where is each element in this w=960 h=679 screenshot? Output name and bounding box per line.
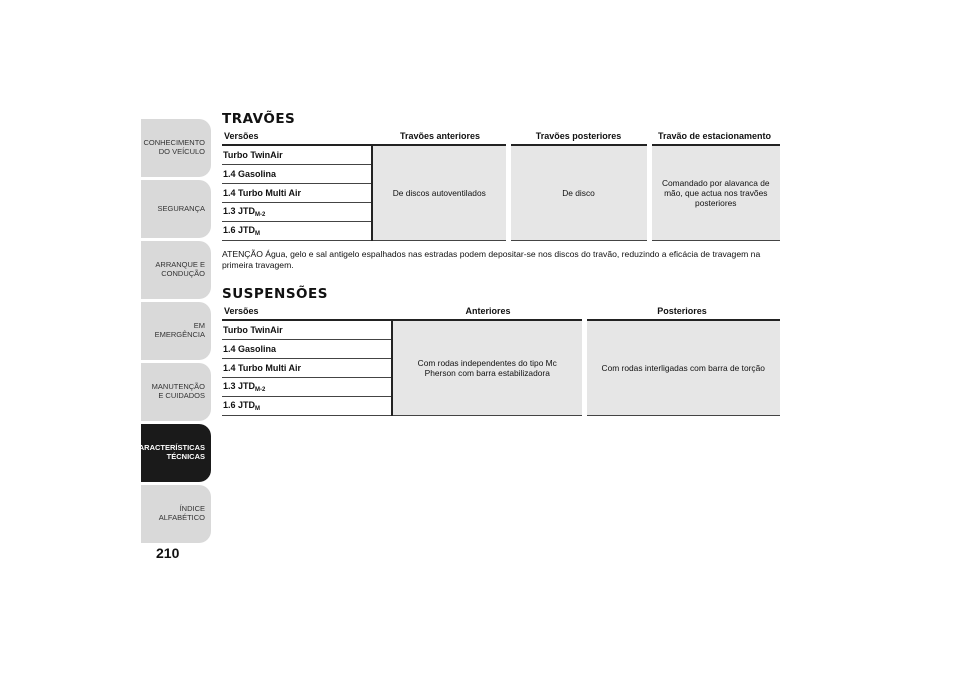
column-header-front-brakes: Travões anteriores <box>372 128 508 145</box>
tab-label: ARRANQUE E CONDUÇÃO <box>155 260 205 278</box>
parking-brake-spec: Comandado por alavanca de mão, que actua nos travões posteriores <box>649 145 780 241</box>
version-cell: 1.3 $JTD_{M-2}$ <box>222 378 392 397</box>
main-content <box>222 110 780 416</box>
version-cell: 1.4 Turbo Multi Air <box>222 184 372 203</box>
column-header-parking-brake: Travão de estacionamento <box>649 128 780 145</box>
table-row <box>222 320 780 340</box>
tab-label: ÍNDICE ALFABÉTICO <box>158 504 205 522</box>
version-cell: 1.6 $JTD_M$ <box>222 222 372 241</box>
tab-em-emergencia[interactable] <box>141 302 211 360</box>
brake-warning-note: ATENÇÃO Água, gelo e sal antigelo espalhados nas estradas podem depositar-se nos discos do travão, reduzindo a eficácia de travagem na primeira travagem. <box>222 249 761 270</box>
tab-label: CONHECIMENTO DO VEÍCULO <box>143 138 205 156</box>
tab-label: MANUTENÇÃO E CUIDADOS <box>151 382 205 400</box>
version-cell: 1.4 Turbo Multi Air <box>222 359 392 378</box>
column-header-front-suspension: Anteriores <box>392 303 584 320</box>
version-cell: 1.6 $JTD_M$ <box>222 397 392 416</box>
brakes-table <box>222 128 780 241</box>
rear-suspension-spec: Com rodas interligadas com barra de torção <box>584 320 780 416</box>
tab-arranque-e-conducao[interactable] <box>141 241 211 299</box>
tab-label: EM EMERGÊNCIA <box>154 321 205 339</box>
tab-caracteristicas-tecnicas[interactable] <box>133 424 211 482</box>
table-row <box>222 145 780 165</box>
tab-label: CARACTERÍSTICAS TÉCNICAS <box>133 443 205 461</box>
front-brakes-spec: De discos autoventilados <box>372 145 508 241</box>
suspension-section-title: SUSPENSÕES <box>222 286 328 302</box>
column-header-versions: Versões <box>222 303 392 320</box>
version-cell: Turbo TwinAir <box>222 320 392 340</box>
page-number: 210 <box>156 545 180 561</box>
version-cell: Turbo TwinAir <box>222 145 372 165</box>
rear-brakes-spec: De disco <box>508 145 649 241</box>
column-header-rear-brakes: Travões posteriores <box>508 128 649 145</box>
suspension-table <box>222 303 780 416</box>
tab-manutencao-e-cuidados[interactable] <box>141 363 211 421</box>
brakes-section-title: TRAVÕES <box>222 111 296 127</box>
version-cell: 1.3 $JTD_{M-2}$ <box>222 203 372 222</box>
column-header-rear-suspension: Posteriores <box>584 303 780 320</box>
chapter-sidebar <box>133 119 211 546</box>
column-header-versions: Versões <box>222 128 372 145</box>
version-cell: 1.4 Gasolina <box>222 340 392 359</box>
version-cell: 1.4 Gasolina <box>222 165 372 184</box>
tab-label: SEGURANÇA <box>157 203 205 213</box>
tab-indice-alfabetico[interactable] <box>141 485 211 543</box>
tab-conhecimento-do-veiculo[interactable] <box>141 119 211 177</box>
front-suspension-spec: Com rodas independentes do tipo Mc Pherson com barra estabilizadora <box>392 320 584 416</box>
tab-seguranca[interactable] <box>141 180 211 238</box>
